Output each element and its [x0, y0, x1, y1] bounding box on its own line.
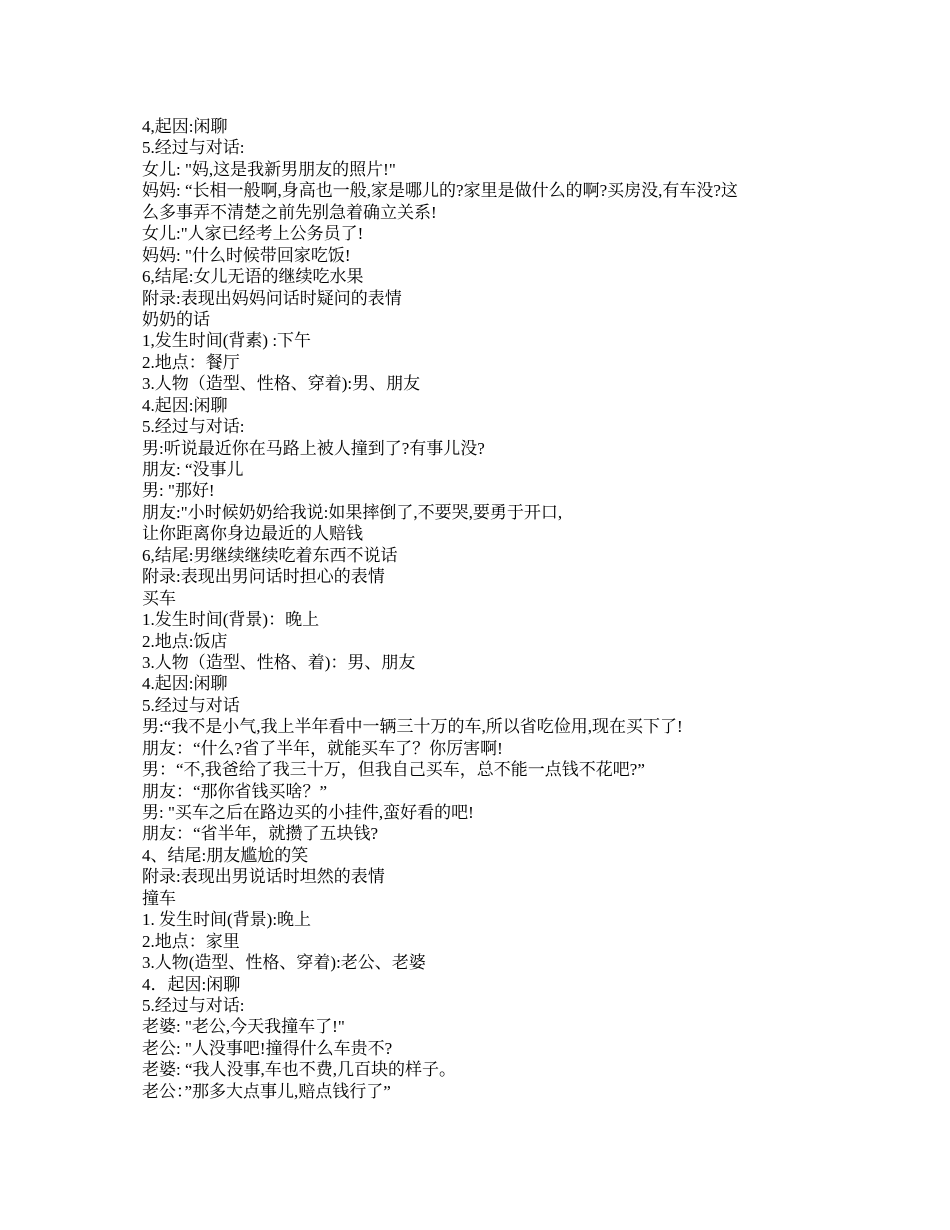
text-line: 1,发生时间(背素) :下午 [142, 331, 312, 351]
text-line: 老婆: “我人没事,车也不费,几百块的样子。 [142, 1060, 457, 1080]
text-line: 男：“不,我爸给了我三十万，但我自己买车，总不能一点钱不花吧?” [142, 760, 645, 780]
text-line: 男: "买车之后在路边买的小挂件,蛮好看的吧! [142, 803, 474, 822]
text-line: 5.经过与对话: [142, 995, 245, 1015]
section-heading: 撞车 [142, 888, 176, 908]
text-line: 6,结尾:男继续继续吃着东西不说话 [142, 545, 398, 565]
text-line: 么多事弄不清楚之前先别急着确立关系! [142, 202, 437, 222]
text-line: 4、结尾:朋友尴尬的笑 [142, 845, 309, 865]
text-line: 5.经过与对话: [142, 138, 245, 158]
text-line: 1.发生时间(背景)：晚上 [142, 610, 320, 630]
text-line: 老公：”那多大点事儿,赔点钱行了” [142, 1081, 391, 1101]
text-line: 5.经过与对话 [142, 695, 240, 715]
text-line: 老婆: "老公,今天我撞车了!" [142, 1017, 345, 1037]
text-line: 4.起因:闲聊 [142, 395, 228, 415]
text-line: 4．起因:闲聊 [142, 974, 241, 994]
text-line: 男:听说最近你在马路上被人撞到了?有事儿没? [142, 438, 485, 458]
document-body [142, 116, 842, 1102]
text-line: 2.地点：餐厅 [142, 352, 240, 372]
text-line: 朋友：“省半年，就攒了五块钱? [142, 824, 379, 844]
text-line: 3.人物（造型、性格、穿着):男、朋友 [142, 374, 421, 394]
text-line: 4.起因:闲聊 [142, 674, 228, 694]
text-line: 附录:表现出男说话时坦然的表情 [142, 867, 385, 887]
text-line: 4,起因:闲聊 [142, 117, 228, 136]
text-line: 妈妈: “长相一般啊,身高也一般,家是哪儿的?家里是做什么的啊?买房没,有车没?这 [142, 181, 738, 201]
text-line: 男: "那好! [142, 481, 215, 501]
text-line: 老公: "人没事吧!撞得什么车贵不? [142, 1038, 393, 1058]
text-line: 2.地点:饭店 [142, 631, 228, 651]
section-heading: 奶奶的话 [142, 309, 210, 329]
text-line: 1. 发生时间(背景):晚上 [142, 910, 312, 930]
text-line: 女儿:"人家已经考上公务员了! [142, 224, 364, 244]
text-line: 6,结尾:女儿无语的继续吃水果 [142, 267, 364, 287]
text-line: 2.地点：家里 [142, 931, 240, 951]
text-line: 朋友：“那你省钱买啥？” [142, 781, 328, 801]
section-heading: 买车 [142, 588, 176, 608]
text-line: 3.人物（造型、性格、着)：男、朋友 [142, 652, 416, 672]
text-line: 3.人物(造型、性格、穿着):老公、老婆 [142, 953, 426, 973]
text-line: 朋友：“什么?省了半年，就能买车了？你厉害啊! [142, 738, 503, 758]
text-line: 5.经过与对话: [142, 417, 245, 437]
text-line: 让你距离你身边最近的人赔钱 [142, 524, 363, 544]
text-line: 朋友:"小时候奶奶给我说:如果摔倒了,不要哭,要勇于开口, [142, 502, 563, 522]
text-line: 妈妈: "什么时候带回家吃饭! [142, 245, 351, 265]
text-line: 朋友: “没事儿 [142, 460, 244, 479]
text-line: 女儿: "妈,这是我新男朋友的照片!" [142, 159, 396, 179]
text-line: 附录:表现出妈妈问话时疑问的表情 [142, 288, 402, 308]
text-line: 男:“我不是小气,我上半年看中一辆三十万的车,所以省吃俭用,现在买下了! [142, 717, 683, 737]
text-line: 附录:表现出男问话时担心的表情 [142, 567, 385, 587]
